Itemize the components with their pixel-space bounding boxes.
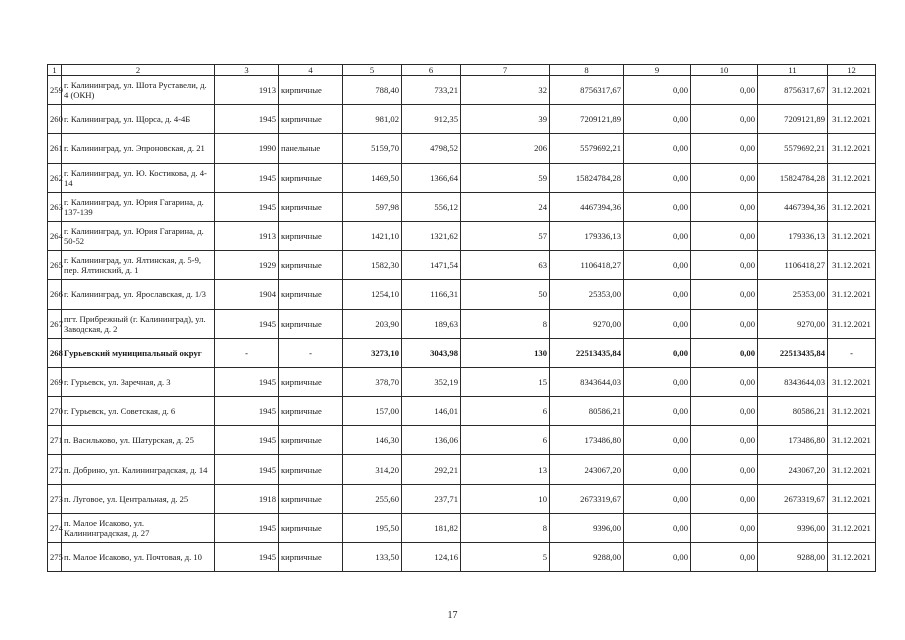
owners-cell: 9288,00 [758,543,828,572]
row-number: 267 [48,309,62,338]
living-area-cell: 292,21 [402,455,461,484]
deadline-cell: 31.12.2021 [828,397,876,426]
address-cell: пгт. Прибрежный (г. Калининград), ул. Заводская, д. 2 [62,309,215,338]
material-cell: кирпичные [279,192,343,221]
total-cost-cell: 8756317,67 [550,76,624,105]
owners-cell: 15824784,28 [758,163,828,192]
living-area-cell: 136,06 [402,426,461,455]
material-cell: кирпичные [279,397,343,426]
row-number: 270 [48,397,62,426]
row-number: 273 [48,484,62,513]
row-number: 274 [48,513,62,542]
deadline-cell: 31.12.2021 [828,543,876,572]
residents-cell: 59 [461,163,550,192]
total-cost-cell: 25353,00 [550,280,624,309]
residents-cell: 57 [461,221,550,250]
deadline-cell: 31.12.2021 [828,367,876,396]
total-cost-cell: 8343644,03 [550,367,624,396]
year-cell: 1904 [215,280,279,309]
address-cell: п. Малое Исаково, ул. Калининградская, д. 27 [62,513,215,542]
residents-cell: 50 [461,280,550,309]
table-row [48,426,876,455]
table-body [48,65,876,572]
deadline-cell: 31.12.2021 [828,484,876,513]
owners-cell: 9270,00 [758,309,828,338]
owners-cell: 179336,13 [758,221,828,250]
deadline-cell: 31.12.2021 [828,280,876,309]
address-cell: г. Калининград, ул. Щорса, д. 4-4Б [62,105,215,134]
total-area-cell: 146,30 [343,426,402,455]
address-cell: Гурьевский муниципальный округ [62,338,215,367]
table-row [48,221,876,250]
year-cell: 1918 [215,484,279,513]
column-number-7: 7 [461,65,550,76]
residents-cell: 24 [461,192,550,221]
material-cell: кирпичные [279,280,343,309]
table-row [48,163,876,192]
table-row [48,280,876,309]
total-cost-cell: 5579692,21 [550,134,624,163]
living-area-cell: 237,71 [402,484,461,513]
column-number-6: 6 [402,65,461,76]
row-number: 263 [48,192,62,221]
owners-cell: 22513435,84 [758,338,828,367]
material-cell: кирпичные [279,309,343,338]
column-number-9: 9 [624,65,691,76]
living-area-cell: 1366,64 [402,163,461,192]
living-area-cell: 912,35 [402,105,461,134]
address-cell: п. Добрино, ул. Калининградская, д. 14 [62,455,215,484]
owners-cell: 9396,00 [758,513,828,542]
living-area-cell: 733,21 [402,76,461,105]
budget-cell: 0,00 [691,397,758,426]
fund-cell: 0,00 [624,367,691,396]
total-area-cell: 1254,10 [343,280,402,309]
row-number: 262 [48,163,62,192]
deadline-cell: 31.12.2021 [828,221,876,250]
total-area-cell: 378,70 [343,367,402,396]
total-area-cell: 255,60 [343,484,402,513]
row-number: 259 [48,76,62,105]
fund-cell: 0,00 [624,105,691,134]
fund-cell: 0,00 [624,280,691,309]
material-cell: кирпичные [279,426,343,455]
row-number: 269 [48,367,62,396]
fund-cell: 0,00 [624,397,691,426]
column-number-1: 1 [48,65,62,76]
residents-cell: 15 [461,367,550,396]
fund-cell: 0,00 [624,543,691,572]
column-number-row [48,65,876,76]
table-row [48,76,876,105]
budget-cell: 0,00 [691,513,758,542]
budget-cell: 0,00 [691,163,758,192]
row-number: 264 [48,221,62,250]
year-cell: 1929 [215,251,279,280]
budget-cell: 0,00 [691,76,758,105]
column-number-4: 4 [279,65,343,76]
table-row [48,484,876,513]
address-cell: п. Луговое, ул. Центральная, д. 25 [62,484,215,513]
total-area-cell: 981,02 [343,105,402,134]
year-cell: 1913 [215,76,279,105]
address-cell: г. Гурьевск, ул. Заречная, д. 3 [62,367,215,396]
residents-cell: 39 [461,105,550,134]
residents-cell: 8 [461,513,550,542]
total-cost-cell: 9288,00 [550,543,624,572]
column-number-10: 10 [691,65,758,76]
total-area-cell: 3273,10 [343,338,402,367]
owners-cell: 173486,80 [758,426,828,455]
deadline-cell: - [828,338,876,367]
address-cell: г. Калининград, ул. Шота Руставели, д. 4 (ОКН) [62,76,215,105]
year-cell: 1945 [215,367,279,396]
material-cell: панельные [279,134,343,163]
row-number: 275 [48,543,62,572]
budget-cell: 0,00 [691,484,758,513]
table-row [48,513,876,542]
deadline-cell: 31.12.2021 [828,309,876,338]
total-cost-cell: 7209121,89 [550,105,624,134]
material-cell: кирпичные [279,513,343,542]
fund-cell: 0,00 [624,251,691,280]
table-row [48,338,876,367]
owners-cell: 80586,21 [758,397,828,426]
budget-cell: 0,00 [691,134,758,163]
material-cell: кирпичные [279,484,343,513]
total-area-cell: 195,50 [343,513,402,542]
column-number-8: 8 [550,65,624,76]
owners-cell: 25353,00 [758,280,828,309]
material-cell: кирпичные [279,367,343,396]
living-area-cell: 146,01 [402,397,461,426]
fund-cell: 0,00 [624,163,691,192]
housing-table [47,64,876,572]
deadline-cell: 31.12.2021 [828,513,876,542]
total-area-cell: 157,00 [343,397,402,426]
living-area-cell: 1166,31 [402,280,461,309]
residents-cell: 13 [461,455,550,484]
owners-cell: 7209121,89 [758,105,828,134]
deadline-cell: 31.12.2021 [828,163,876,192]
year-cell: - [215,338,279,367]
material-cell: кирпичные [279,221,343,250]
residents-cell: 6 [461,426,550,455]
owners-cell: 4467394,36 [758,192,828,221]
budget-cell: 0,00 [691,455,758,484]
year-cell: 1945 [215,513,279,542]
table-row [48,543,876,572]
material-cell: кирпичные [279,76,343,105]
total-cost-cell: 2673319,67 [550,484,624,513]
material-cell: кирпичные [279,163,343,192]
year-cell: 1945 [215,543,279,572]
year-cell: 1945 [215,163,279,192]
table-row [48,367,876,396]
owners-cell: 243067,20 [758,455,828,484]
fund-cell: 0,00 [624,338,691,367]
total-area-cell: 1582,30 [343,251,402,280]
column-number-5: 5 [343,65,402,76]
owners-cell: 8343644,03 [758,367,828,396]
total-area-cell: 597,98 [343,192,402,221]
total-area-cell: 788,40 [343,76,402,105]
table-row [48,134,876,163]
living-area-cell: 1321,62 [402,221,461,250]
budget-cell: 0,00 [691,221,758,250]
total-area-cell: 133,50 [343,543,402,572]
fund-cell: 0,00 [624,134,691,163]
deadline-cell: 31.12.2021 [828,251,876,280]
address-cell: г. Калининград, ул. Ю. Костикова, д. 4-14 [62,163,215,192]
row-number: 266 [48,280,62,309]
year-cell: 1913 [215,221,279,250]
residents-cell: 32 [461,76,550,105]
total-cost-cell: 4467394,36 [550,192,624,221]
column-number-2: 2 [62,65,215,76]
address-cell: п. Васильково, ул. Шатурская, д. 25 [62,426,215,455]
budget-cell: 0,00 [691,105,758,134]
budget-cell: 0,00 [691,426,758,455]
living-area-cell: 1471,54 [402,251,461,280]
budget-cell: 0,00 [691,309,758,338]
year-cell: 1945 [215,426,279,455]
table-row [48,397,876,426]
budget-cell: 0,00 [691,543,758,572]
address-cell: г. Калининград, ул. Ярославская, д. 1/3 [62,280,215,309]
fund-cell: 0,00 [624,513,691,542]
total-cost-cell: 243067,20 [550,455,624,484]
residents-cell: 6 [461,397,550,426]
residents-cell: 206 [461,134,550,163]
budget-cell: 0,00 [691,367,758,396]
row-number: 261 [48,134,62,163]
address-cell: г. Калининград, ул. Юрия Гагарина, д. 50-52 [62,221,215,250]
fund-cell: 0,00 [624,309,691,338]
residents-cell: 130 [461,338,550,367]
living-area-cell: 124,16 [402,543,461,572]
living-area-cell: 189,63 [402,309,461,338]
fund-cell: 0,00 [624,192,691,221]
deadline-cell: 31.12.2021 [828,192,876,221]
table-row [48,309,876,338]
deadline-cell: 31.12.2021 [828,134,876,163]
residents-cell: 5 [461,543,550,572]
living-area-cell: 352,19 [402,367,461,396]
budget-cell: 0,00 [691,192,758,221]
year-cell: 1945 [215,455,279,484]
residents-cell: 63 [461,251,550,280]
living-area-cell: 181,82 [402,513,461,542]
living-area-cell: 4798,52 [402,134,461,163]
address-cell: п. Малое Исаково, ул. Почтовая, д. 10 [62,543,215,572]
total-cost-cell: 80586,21 [550,397,624,426]
budget-cell: 0,00 [691,280,758,309]
total-area-cell: 5159,70 [343,134,402,163]
column-number-11: 11 [758,65,828,76]
table-row [48,192,876,221]
year-cell: 1945 [215,397,279,426]
total-cost-cell: 1106418,27 [550,251,624,280]
total-cost-cell: 179336,13 [550,221,624,250]
year-cell: 1945 [215,192,279,221]
budget-cell: 0,00 [691,338,758,367]
total-area-cell: 1469,50 [343,163,402,192]
total-cost-cell: 22513435,84 [550,338,624,367]
address-cell: г. Калининград, ул. Эпроновская, д. 21 [62,134,215,163]
material-cell: кирпичные [279,251,343,280]
row-number: 272 [48,455,62,484]
row-number: 265 [48,251,62,280]
living-area-cell: 556,12 [402,192,461,221]
fund-cell: 0,00 [624,426,691,455]
fund-cell: 0,00 [624,455,691,484]
owners-cell: 5579692,21 [758,134,828,163]
fund-cell: 0,00 [624,484,691,513]
total-area-cell: 1421,10 [343,221,402,250]
material-cell: кирпичные [279,455,343,484]
row-number: 260 [48,105,62,134]
fund-cell: 0,00 [624,221,691,250]
table-row [48,251,876,280]
year-cell: 1945 [215,105,279,134]
page-number: 17 [447,610,458,621]
residents-cell: 8 [461,309,550,338]
total-cost-cell: 9270,00 [550,309,624,338]
column-number-12: 12 [828,65,876,76]
year-cell: 1945 [215,309,279,338]
deadline-cell: 31.12.2021 [828,76,876,105]
fund-cell: 0,00 [624,76,691,105]
total-cost-cell: 15824784,28 [550,163,624,192]
table-row [48,455,876,484]
budget-cell: 0,00 [691,251,758,280]
owners-cell: 2673319,67 [758,484,828,513]
row-number: 268 [48,338,62,367]
living-area-cell: 3043,98 [402,338,461,367]
total-area-cell: 203,90 [343,309,402,338]
material-cell: кирпичные [279,543,343,572]
column-number-3: 3 [215,65,279,76]
deadline-cell: 31.12.2021 [828,105,876,134]
residents-cell: 10 [461,484,550,513]
table-row [48,105,876,134]
row-number: 271 [48,426,62,455]
address-cell: г. Гурьевск, ул. Советская, д. 6 [62,397,215,426]
material-cell: кирпичные [279,105,343,134]
material-cell: - [279,338,343,367]
total-cost-cell: 173486,80 [550,426,624,455]
address-cell: г. Калининград, ул. Юрия Гагарина, д. 137-139 [62,192,215,221]
total-area-cell: 314,20 [343,455,402,484]
year-cell: 1990 [215,134,279,163]
address-cell: г. Калининград, ул. Ялтинская, д. 5-9, пер. Ялтинский, д. 1 [62,251,215,280]
owners-cell: 1106418,27 [758,251,828,280]
total-cost-cell: 9396,00 [550,513,624,542]
deadline-cell: 31.12.2021 [828,426,876,455]
owners-cell: 8756317,67 [758,76,828,105]
deadline-cell: 31.12.2021 [828,455,876,484]
